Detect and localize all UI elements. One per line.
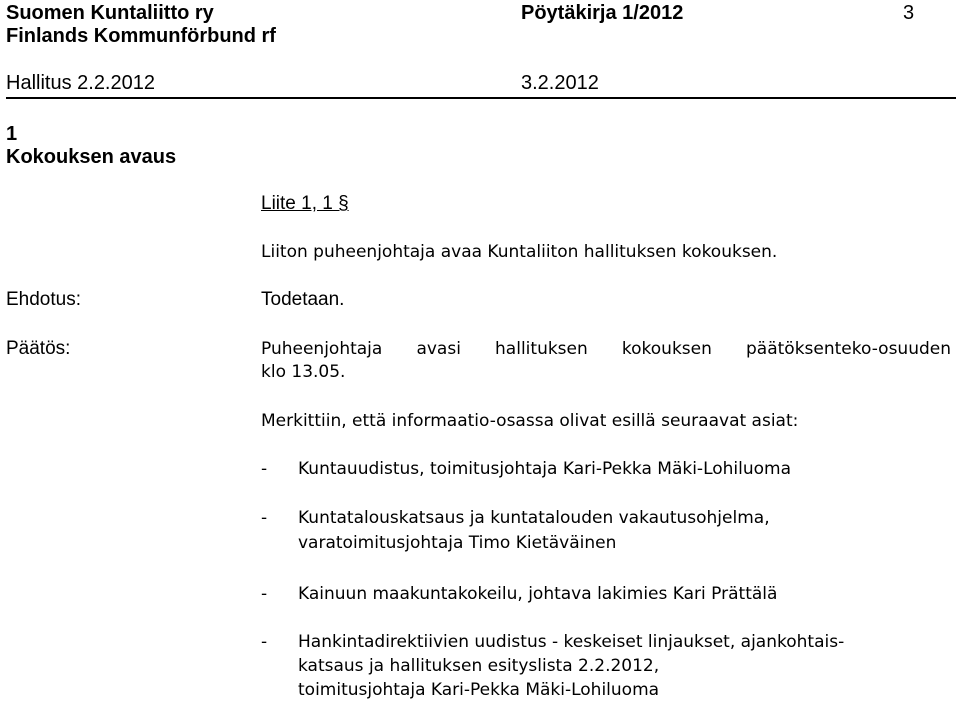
list-item-line: Kuntatalouskatsaus ja kuntatalouden vakautusohjelma, <box>298 508 770 528</box>
meeting-name: Hallitus 2.2.2012 <box>6 72 155 94</box>
proposal-label: Ehdotus: <box>6 289 81 310</box>
list-item-dash: - <box>261 459 268 479</box>
list-item-dash: - <box>261 632 268 652</box>
document-title: Pöytäkirja 1/2012 <box>521 2 684 24</box>
section-number: 1 <box>6 123 18 145</box>
list-item-line: Kuntauudistus, toimitusjohtaja Kari-Pekka Mäki-Lohiluoma <box>298 459 792 479</box>
list-item-line: Kainuun maakuntakokeilu, johtava lakimies Kari Prättälä <box>298 584 778 604</box>
document-date: 3.2.2012 <box>521 72 599 94</box>
attachment-reference: Liite 1, 1 § <box>261 193 349 214</box>
list-item-dash: - <box>261 584 268 604</box>
list-item-line: toimitusjohtaja Kari-Pekka Mäki-Lohiluoma <box>298 680 660 700</box>
header-divider <box>6 97 956 99</box>
list-item-dash: - <box>261 508 268 528</box>
page-number: 3 <box>903 2 915 24</box>
list-item-line: Hankintadirektiivien uudistus - keskeiset linjaukset, ajankohtais- <box>298 632 845 652</box>
info-intro-text: Merkittiin, että informaatio-osassa olivat esillä seuraavat asiat: <box>261 411 799 431</box>
intro-text: Liiton puheenjohtaja avaa Kuntaliiton hallituksen kokouksen. <box>261 242 778 262</box>
decision-text-line-1: Puheenjohtaja avasi hallituksen kokouksen päätöksenteko-osuuden <box>261 339 951 359</box>
section-title: Kokouksen avaus <box>6 146 177 168</box>
list-item-line: varatoimitusjohtaja Timo Kietäväinen <box>298 533 617 553</box>
list-item-line: katsaus ja hallituksen esityslista 2.2.2012, <box>298 656 660 676</box>
decision-text-line-2: klo 13.05. <box>261 362 346 382</box>
organization-name-sv: Finlands Kommunförbund rf <box>6 25 276 47</box>
organization-name-fi: Suomen Kuntaliitto ry <box>6 2 214 24</box>
proposal-text: Todetaan. <box>261 289 345 310</box>
decision-label: Päätös: <box>6 338 71 359</box>
